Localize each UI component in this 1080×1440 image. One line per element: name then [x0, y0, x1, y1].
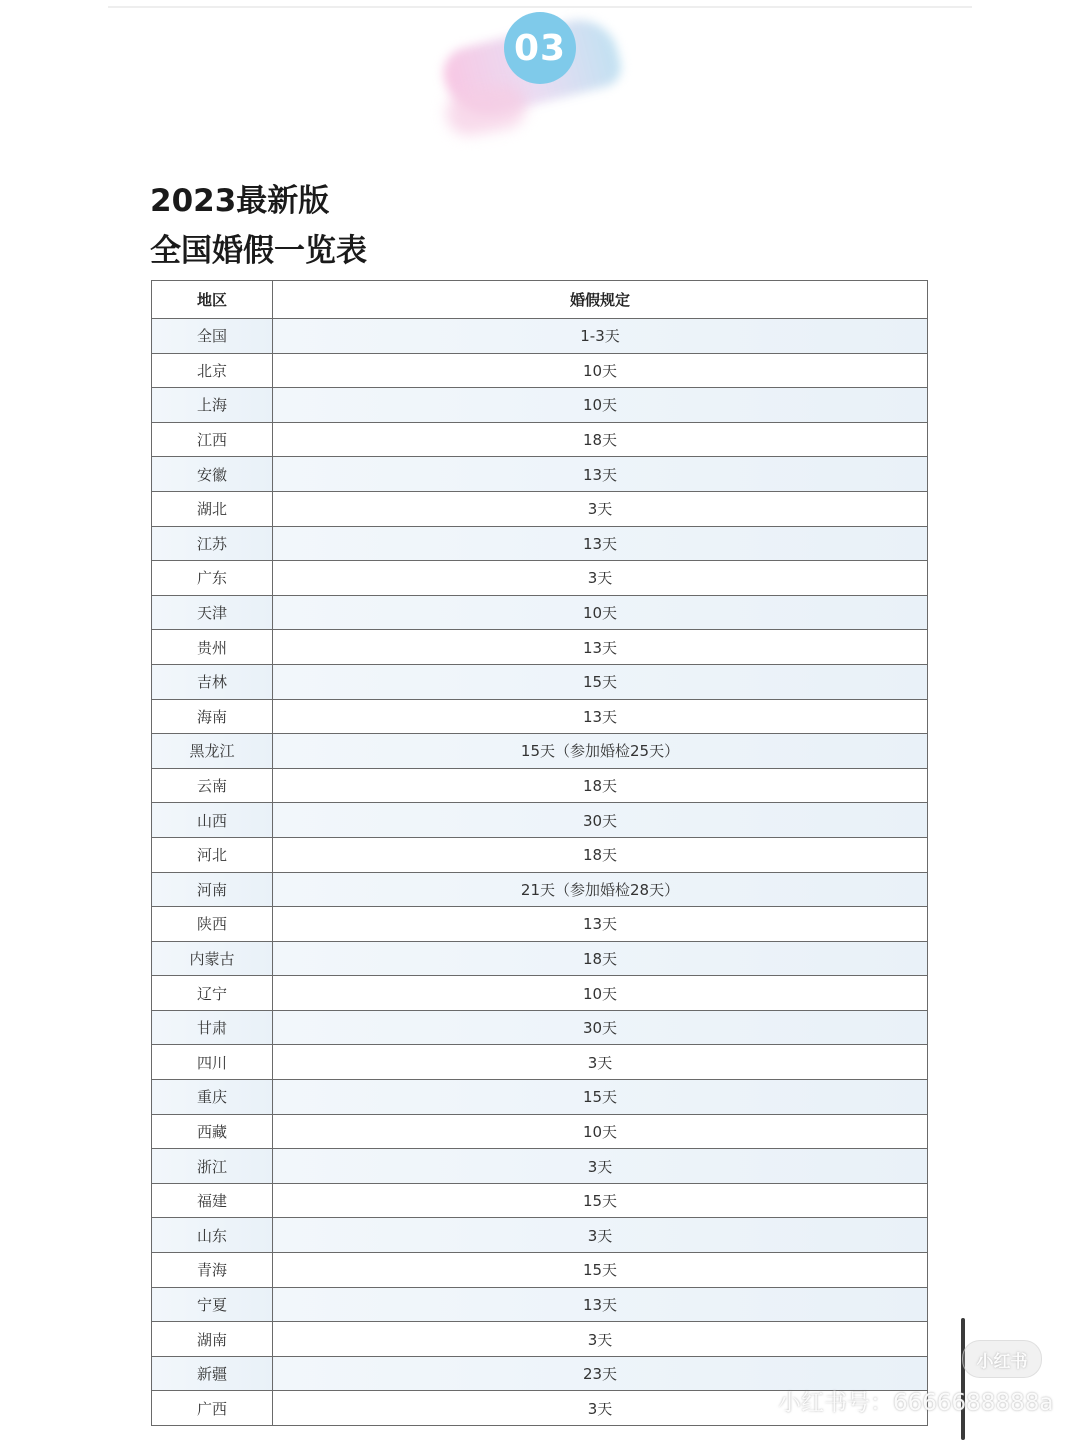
leave-days-cell: 13天: [273, 630, 928, 665]
region-cell: 山东: [152, 1218, 273, 1253]
table-row: [152, 630, 928, 665]
region-cell: 宁夏: [152, 1287, 273, 1322]
region-cell: 海南: [152, 699, 273, 734]
region-cell: 湖北: [152, 491, 273, 526]
region-cell: 青海: [152, 1253, 273, 1288]
watermark-text: 小红书号：6666688888a: [778, 1390, 1054, 1416]
region-cell: 云南: [152, 768, 273, 803]
region-cell: 北京: [152, 353, 273, 388]
leave-days-cell: 15天（参加婚检25天）: [273, 734, 928, 769]
leave-days-cell: 15天: [273, 664, 928, 699]
table-row: [152, 1149, 928, 1184]
leave-days-cell: 15天: [273, 1183, 928, 1218]
section-number: 03: [513, 27, 567, 69]
leave-days-cell: 13天: [273, 457, 928, 492]
leave-days-cell: 3天: [273, 1218, 928, 1253]
table-row: [152, 1253, 928, 1288]
table-row: [152, 941, 928, 976]
table-row: [152, 457, 928, 492]
region-cell: 江西: [152, 422, 273, 457]
leave-days-cell: 18天: [273, 837, 928, 872]
leave-days-cell: 18天: [273, 768, 928, 803]
leave-days-cell: 3天: [273, 561, 928, 596]
table-row: [152, 1010, 928, 1045]
region-cell: 河北: [152, 837, 273, 872]
table-row: [152, 1045, 928, 1080]
leave-days-cell: 13天: [273, 1287, 928, 1322]
region-cell: 全国: [152, 319, 273, 354]
leave-days-cell: 30天: [273, 803, 928, 838]
table-row: [152, 1287, 928, 1322]
leave-days-cell: 23天: [273, 1356, 928, 1391]
leave-days-cell: 13天: [273, 907, 928, 942]
region-cell: 山西: [152, 803, 273, 838]
table-row: [152, 872, 928, 907]
leave-days-cell: 3天: [273, 1322, 928, 1357]
leave-days-cell: 10天: [273, 1114, 928, 1149]
leave-days-cell: 15天: [273, 1080, 928, 1115]
table-row: [152, 803, 928, 838]
region-cell: 辽宁: [152, 976, 273, 1011]
leave-days-cell: 3天: [273, 1045, 928, 1080]
leave-days-cell: 10天: [273, 976, 928, 1011]
leave-days-cell: 21天（参加婚检28天）: [273, 872, 928, 907]
table-header-row: [152, 281, 928, 319]
watermark-logo: 小红书: [962, 1340, 1042, 1378]
table-row: [152, 491, 928, 526]
top-divider: [108, 6, 972, 8]
region-cell: 陕西: [152, 907, 273, 942]
table-row: [152, 907, 928, 942]
table-row: [152, 699, 928, 734]
region-cell: 安徽: [152, 457, 273, 492]
region-cell: 上海: [152, 388, 273, 423]
section-number-badge: [504, 12, 576, 84]
region-cell: 吉林: [152, 664, 273, 699]
region-cell: 广东: [152, 561, 273, 596]
leave-days-cell: 3天: [273, 1391, 928, 1426]
leave-days-cell: 10天: [273, 353, 928, 388]
region-cell: 新疆: [152, 1356, 273, 1391]
region-cell: 内蒙古: [152, 941, 273, 976]
table-row: [152, 837, 928, 872]
leave-days-cell: 30天: [273, 1010, 928, 1045]
title-line-2: 全国婚假一览表: [150, 233, 367, 269]
marriage-leave-table: [151, 280, 928, 1426]
table-row: [152, 353, 928, 388]
leave-days-cell: 13天: [273, 526, 928, 561]
table-row: [152, 319, 928, 354]
table-row: [152, 1183, 928, 1218]
leave-days-cell: 3天: [273, 1149, 928, 1184]
table-row: [152, 422, 928, 457]
leave-days-cell: 15天: [273, 1253, 928, 1288]
leave-days-cell: 18天: [273, 941, 928, 976]
region-cell: 四川: [152, 1045, 273, 1080]
page-title: [150, 176, 367, 276]
table-row: [152, 1322, 928, 1357]
leave-days-cell: 13天: [273, 699, 928, 734]
leave-days-cell: 18天: [273, 422, 928, 457]
table-row: [152, 976, 928, 1011]
title-line-1: 2023最新版: [150, 183, 330, 219]
table-row: [152, 768, 928, 803]
table-row: [152, 1218, 928, 1253]
table-row: [152, 734, 928, 769]
scrollbar[interactable]: [961, 1318, 965, 1440]
table-row: [152, 664, 928, 699]
leave-days-cell: 10天: [273, 388, 928, 423]
region-cell: 广西: [152, 1391, 273, 1426]
column-header-region: 地区: [152, 281, 273, 319]
column-header-leave: 婚假规定: [273, 281, 928, 319]
table-row: [152, 595, 928, 630]
leave-days-cell: 3天: [273, 491, 928, 526]
region-cell: 江苏: [152, 526, 273, 561]
table-row: [152, 1080, 928, 1115]
region-cell: 甘肃: [152, 1010, 273, 1045]
region-cell: 湖南: [152, 1322, 273, 1357]
region-cell: 河南: [152, 872, 273, 907]
table-row: [152, 526, 928, 561]
table-row: [152, 561, 928, 596]
section-badge-decoration: [430, 10, 630, 145]
region-cell: 浙江: [152, 1149, 273, 1184]
region-cell: 福建: [152, 1183, 273, 1218]
region-cell: 重庆: [152, 1080, 273, 1115]
region-cell: 西藏: [152, 1114, 273, 1149]
table-body: [152, 319, 928, 1426]
leave-days-cell: 1-3天: [273, 319, 928, 354]
leave-days-cell: 10天: [273, 595, 928, 630]
region-cell: 天津: [152, 595, 273, 630]
region-cell: 贵州: [152, 630, 273, 665]
table-row: [152, 1114, 928, 1149]
table-row: [152, 388, 928, 423]
region-cell: 黑龙江: [152, 734, 273, 769]
